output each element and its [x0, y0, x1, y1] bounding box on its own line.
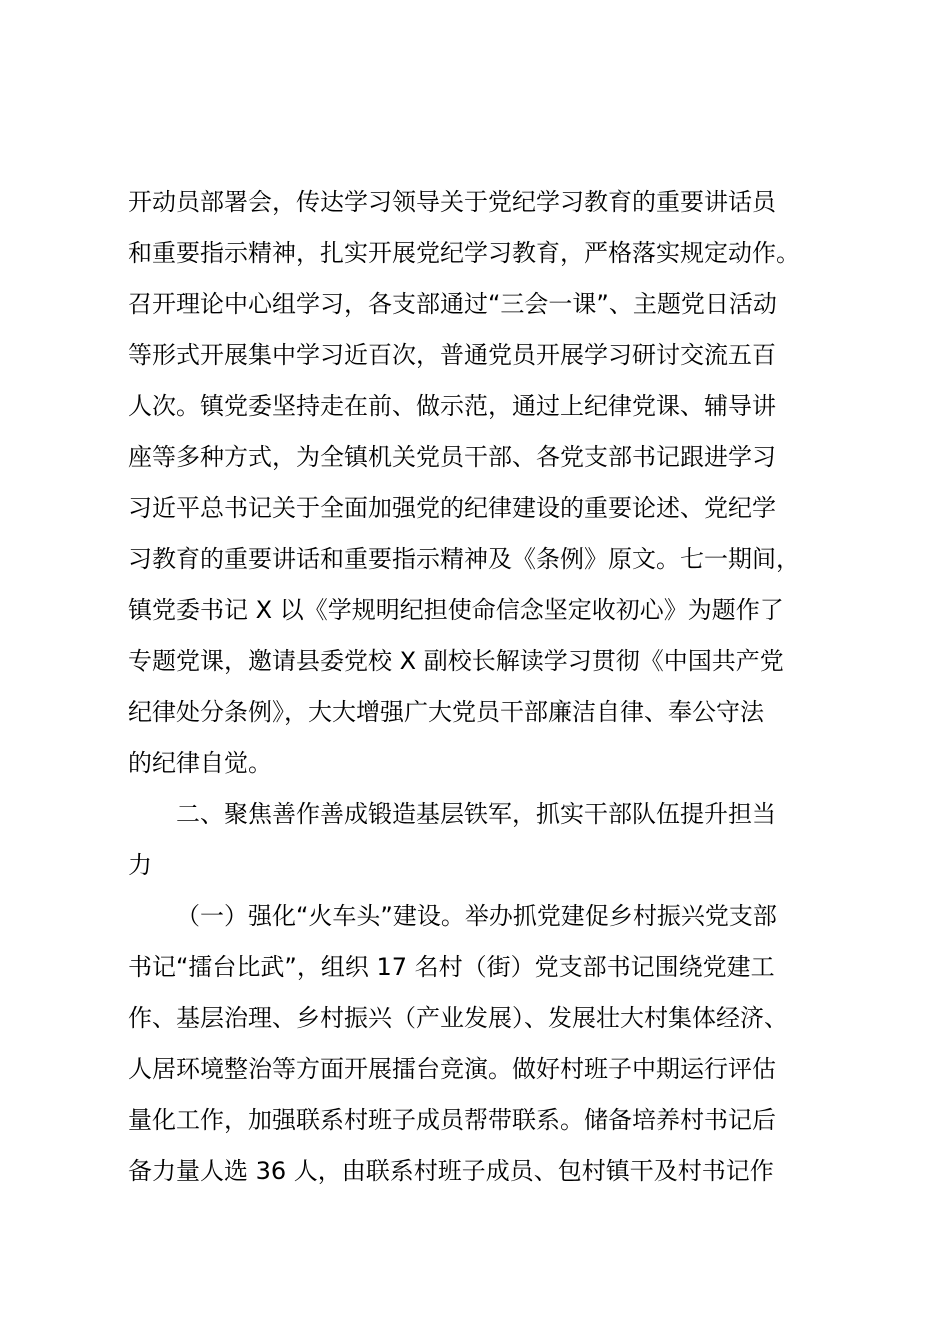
text-line: 座等多种方式，为全镇机关党员干部、各党支部书记跟进学习 — [128, 443, 776, 471]
text-line: 开动员部署会，传达学习领导关于党纪学习教育的重要讲话员 — [128, 188, 776, 216]
text-line: 作、基层治理、乡村振兴（产业发展）、发展壮大村集体经济、 — [128, 1004, 788, 1032]
text-line: 镇党委书记 X 以《学规明纪担使命信念坚定收初心》为题作了 — [128, 596, 784, 624]
subsection-heading: （一）强化“火车头”建设。举办抓党建促乡村振兴党支部 — [176, 902, 777, 930]
text-line: 习教育的重要讲话和重要指示精神及《条例》原文。七一期间， — [128, 545, 800, 573]
text-line: 召开理论中心组学习，各支部通过“三会一课”、主题党日活动 — [128, 290, 777, 318]
section-heading: 二、聚焦善作善成锻造基层铁军，抓实干部队伍提升担当 — [176, 800, 776, 828]
text-line: 和重要指示精神，扎实开展党纪学习教育，严格落实规定动作。 — [128, 239, 800, 267]
text-line: 纪律处分条例》，大大增强广大党员干部廉洁自律、奉公守法 — [128, 698, 764, 726]
text-line: 习近平总书记关于全面加强党的纪律建设的重要论述、党纪学 — [128, 494, 776, 522]
text-line: 等形式开展集中学习近百次，普通党员开展学习研讨交流五百 — [128, 341, 776, 369]
text-line: 的纪律自觉。 — [128, 749, 272, 777]
text-line: 备力量人选 36 人，由联系村班子成员、包村镇干及村书记作 — [128, 1157, 774, 1185]
text-line: 人次。镇党委坚持走在前、做示范，通过上纪律党课、辅导讲 — [128, 392, 776, 420]
text-line: 专题党课，邀请县委党校 X 副校长解读学习贯彻《中国共产党 — [128, 647, 784, 675]
section-heading-continued: 力 — [128, 851, 152, 879]
text-line: 量化工作，加强联系村班子成员帮带联系。储备培养村书记后 — [128, 1106, 776, 1134]
text-line: 人居环境整治等方面开展擂台竞演。做好村班子中期运行评估 — [128, 1055, 776, 1083]
text-line: 书记“擂台比武”，组织 17 名村（街）党支部书记围绕党建工 — [128, 953, 775, 981]
